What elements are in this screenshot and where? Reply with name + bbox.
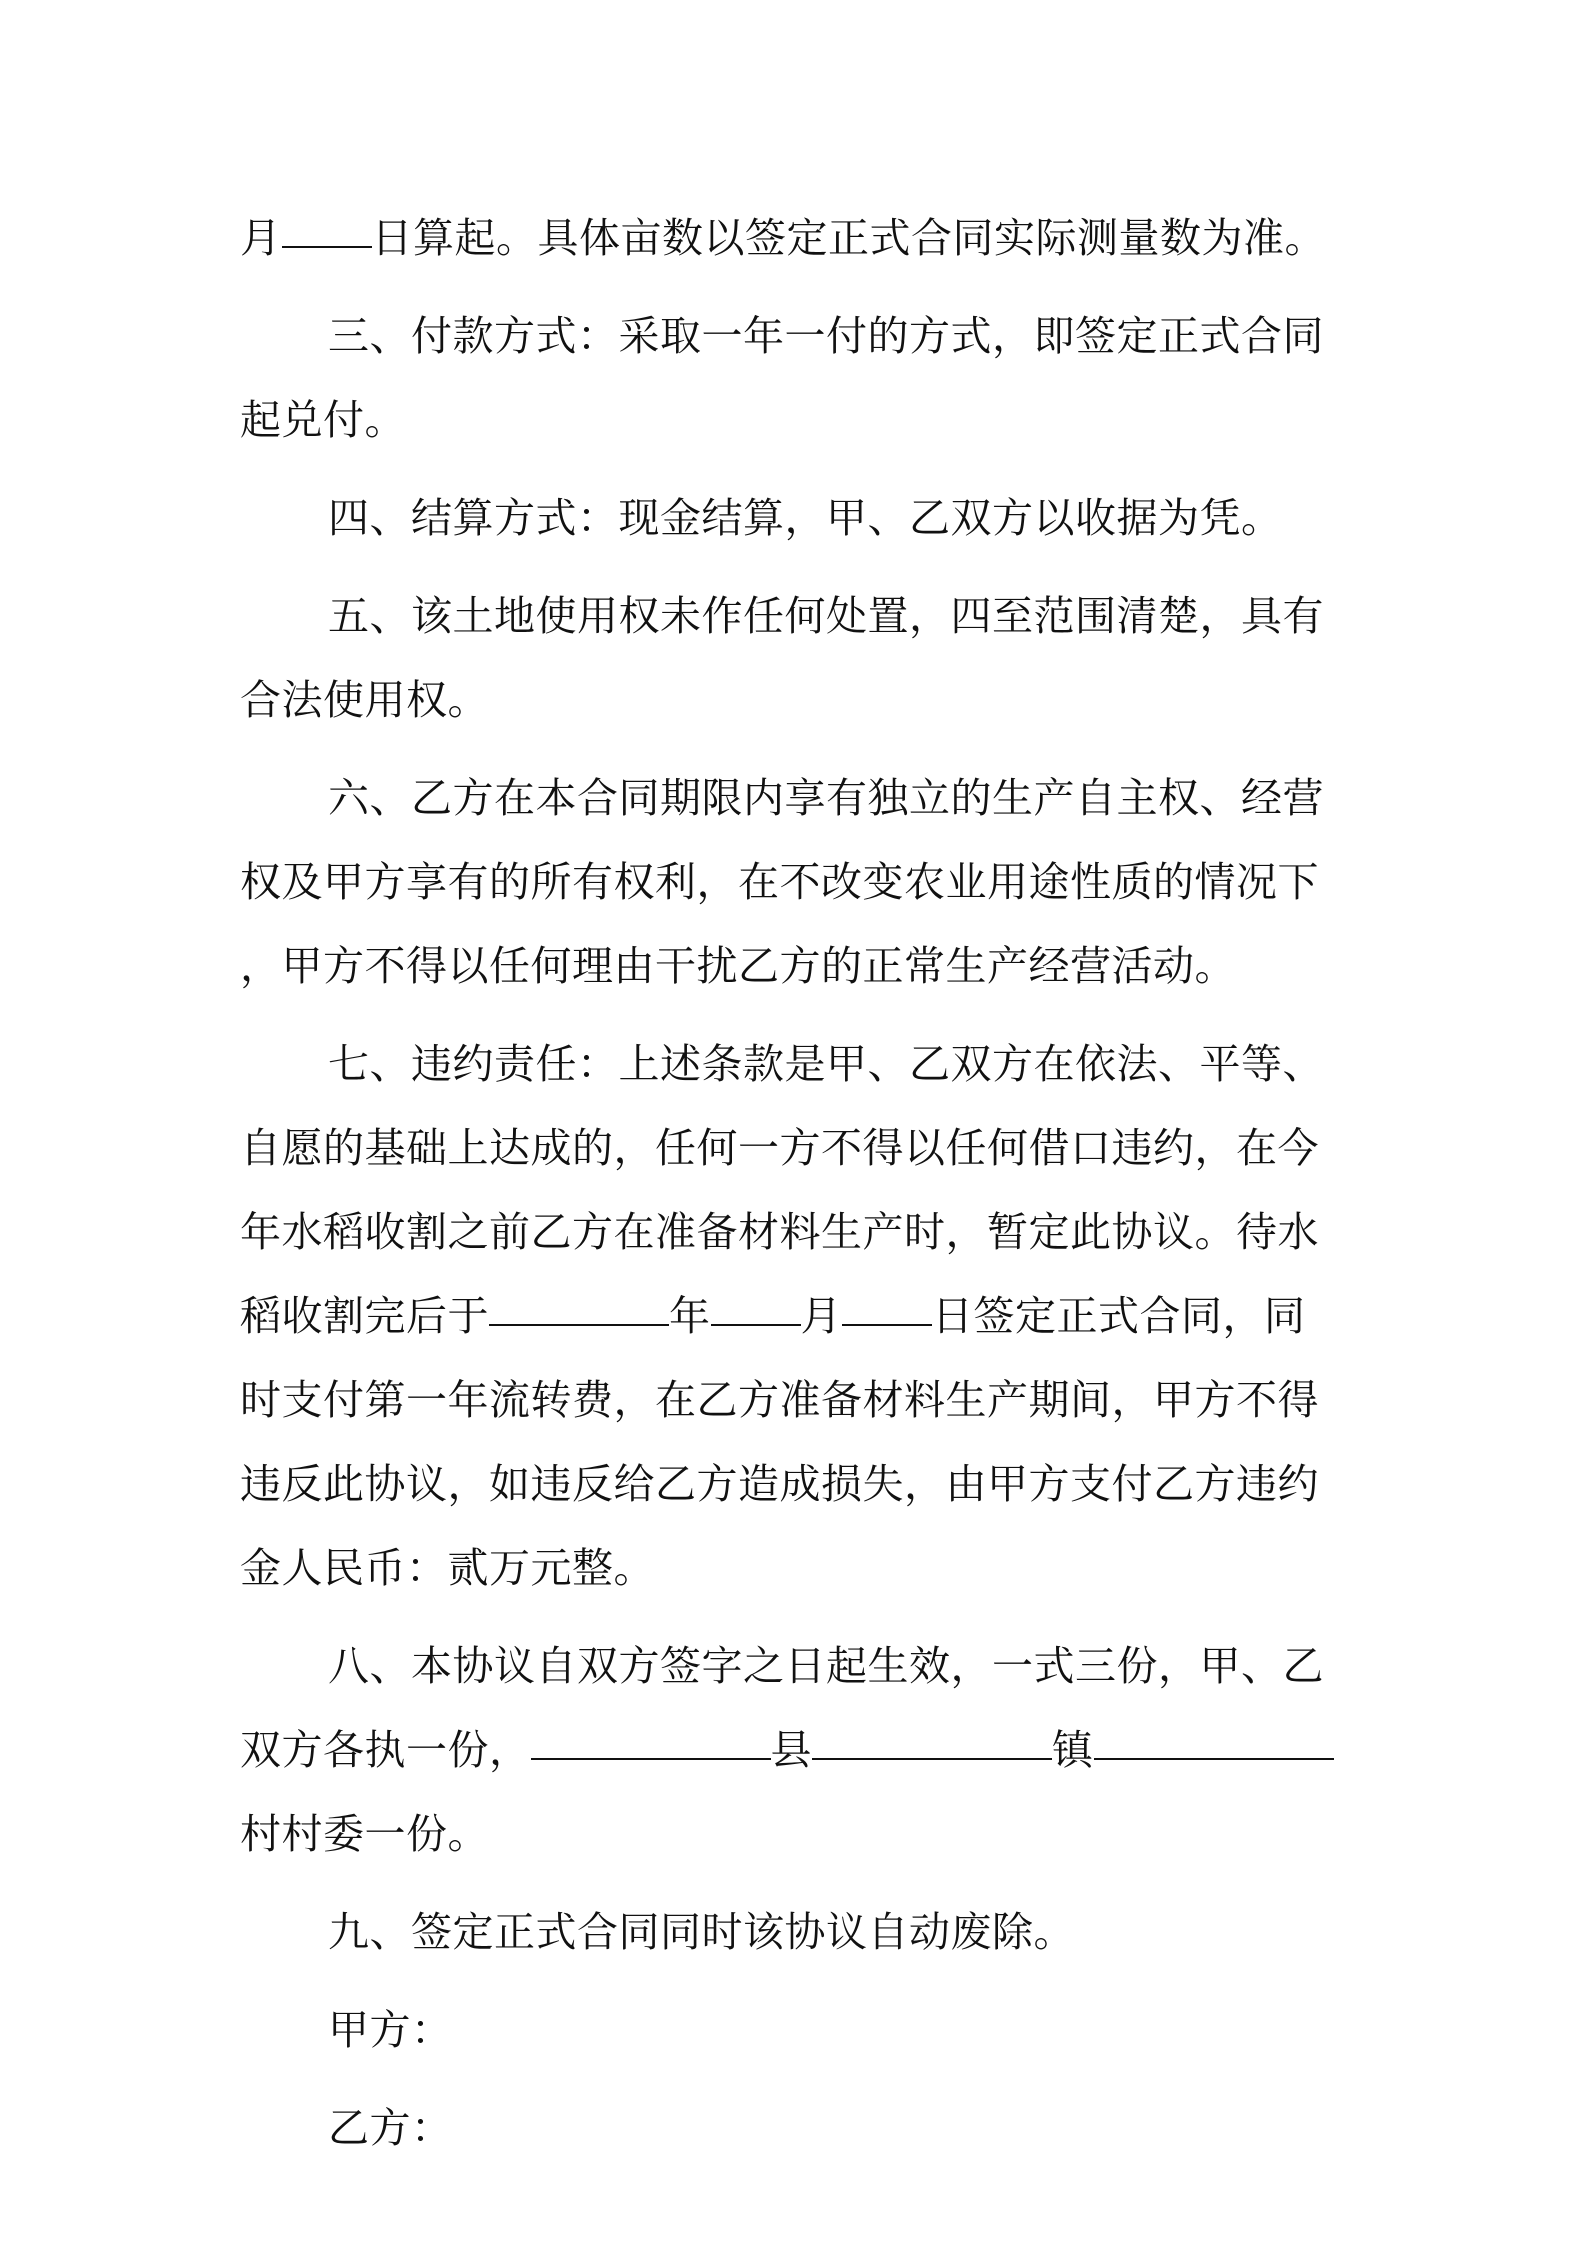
paragraph-3-line-1: 三、付款方式：采取一年一付的方式，即签定正式合同: [328, 312, 1324, 360]
blank-month: [711, 1284, 801, 1326]
paragraph-6-line-3: ，甲方不得以任何理由干扰乙方的正常生产经营活动。: [240, 942, 1236, 990]
paragraph-7-line-6: 违反此协议，如违反给乙方造成损失，由甲方支付乙方违约: [240, 1460, 1319, 1508]
party-a-signature-label: 甲方：: [328, 2006, 453, 2054]
paragraph-6-line-2: 权及甲方享有的所有权利，在不改变农业用途性质的情况下: [240, 858, 1319, 906]
paragraph-2-tail: [240, 196, 1360, 280]
paragraph-8-line-2: [240, 1708, 1360, 1792]
paragraph-4-line-1: 四、结算方式：现金结算，甲、乙双方以收据为凭。: [328, 494, 1283, 542]
text-area-note: 日算起。具体亩数以签定正式合同实际测量数为准。: [371, 214, 1326, 262]
text-town: 镇: [1052, 1726, 1094, 1774]
blank-day-2: [842, 1284, 932, 1326]
text-month-2: 月: [800, 1292, 842, 1340]
paragraph-5-line-2: 合法使用权。: [240, 676, 489, 724]
blank-town: [812, 1718, 1052, 1760]
text-sign-contract: 日签定正式合同，同: [932, 1292, 1306, 1340]
blank-county: [531, 1718, 771, 1760]
paragraph-7-line-2: 自愿的基础上达成的，任何一方不得以任何借口违约，在今: [240, 1124, 1319, 1172]
text-month: 月: [240, 214, 282, 262]
blank-year: [489, 1284, 669, 1326]
paragraph-7-line-1: 七、违约责任：上述条款是甲、乙双方在依法、平等、: [328, 1040, 1324, 1088]
blank-day: [282, 206, 372, 248]
paragraph-8-line-3: 村村委一份。: [240, 1810, 489, 1858]
document-body: [240, 196, 1360, 2170]
paragraph-7-line-4: [240, 1274, 1360, 1358]
blank-village: [1094, 1718, 1334, 1760]
paragraph-7-line-5: 时支付第一年流转费，在乙方准备材料生产期间，甲方不得: [240, 1376, 1319, 1424]
paragraph-5-line-1: 五、该土地使用权未作任何处置，四至范围清楚，具有: [328, 592, 1324, 640]
text-year: 年: [669, 1292, 711, 1340]
party-b-signature-label: 乙方：: [328, 2104, 453, 2152]
paragraph-7-line-3: 年水稻收割之前乙方在准备材料生产时，暂定此协议。待水: [240, 1208, 1319, 1256]
text-county: 县: [770, 1726, 812, 1774]
paragraph-3-line-2: 起兑付。: [240, 396, 406, 444]
paragraph-9-line-1: 九、签定正式合同同时该协议自动废除。: [328, 1908, 1075, 1956]
paragraph-7-line-7: 金人民币：贰万元整。: [240, 1544, 655, 1592]
paragraph-6-line-1: 六、乙方在本合同期限内享有独立的生产自主权、经营: [328, 774, 1324, 822]
text-each-party: 双方各执一份，: [240, 1726, 531, 1774]
paragraph-8-line-1: 八、本协议自双方签字之日起生效，一式三份，甲、乙: [328, 1642, 1324, 1690]
text-harvest-date: 稻收割完后于: [240, 1292, 489, 1340]
